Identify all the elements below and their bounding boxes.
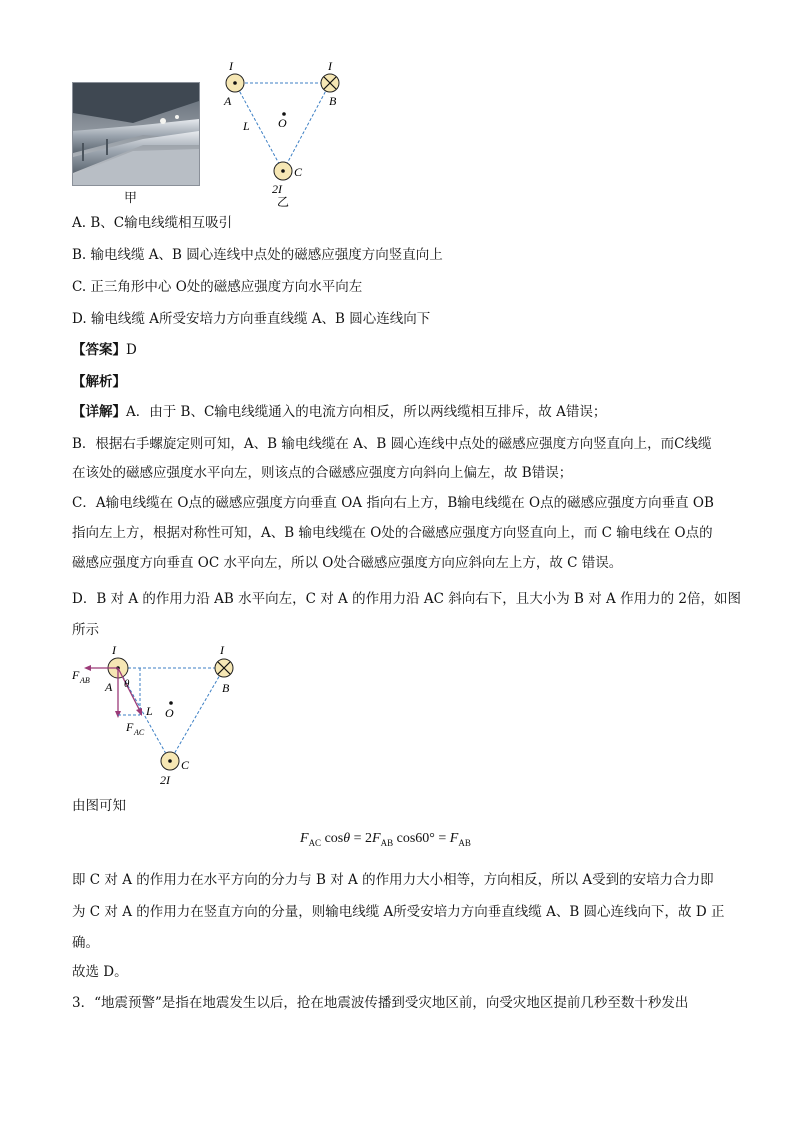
force-figure bbox=[70, 643, 250, 791]
label-o: O bbox=[165, 706, 174, 720]
label-i-b: I bbox=[328, 59, 332, 73]
detail-d-line-1: D．B 对 A 的作用力沿 AB 水平向左，C 对 A 的作用力沿 AC 斜向右下，且大小为 B 对 A 作用力的 2倍，如图 bbox=[72, 591, 741, 607]
option-a: A. B、C输电线缆相互吸引 bbox=[72, 215, 233, 231]
question-3-line: 3．“地震预警”是指在地震发生以后，抢在地震波传播到受灾地区前，向受灾地区提前几秒至数十秒发出 bbox=[72, 995, 689, 1011]
answer-value: D bbox=[126, 342, 137, 358]
choose-line: 故选 D。 bbox=[72, 964, 128, 980]
conclusion-line-2: 为 C 对 A 的作用力在竖直方向的分量，则输电线缆 A所受安培力方向垂直线缆 A、B 圆心连线向下，故 D 正 bbox=[72, 904, 725, 920]
detail-a-text: A．由于 B、C输电线缆通入的电流方向相反，所以两线缆相互排斥，故 A错误； bbox=[126, 404, 607, 420]
detail-c-line-3: 磁感应强度方向垂直 OC 水平向左，所以 O处合磁感应强度方向应斜向左上方，故 C 错误。 bbox=[72, 555, 623, 571]
label-theta: θ bbox=[124, 678, 130, 690]
detail-label: 【详解】 bbox=[72, 404, 126, 420]
caption-yi: 乙 bbox=[277, 195, 290, 208]
label-l: L bbox=[146, 704, 153, 718]
dashed-bc bbox=[283, 83, 330, 171]
dashed-bc bbox=[170, 668, 224, 761]
equation: $F_{AC}$ $\cos\theta = 2F_{AB}$ $\cos 60^\circ = F_{AB}$ bbox=[300, 831, 471, 848]
label-l: L bbox=[243, 119, 250, 133]
label-i-a: I bbox=[112, 643, 116, 657]
figure-note: 由图可知 bbox=[72, 798, 126, 814]
label-f-ac-sub: AC bbox=[134, 728, 145, 737]
option-c: C. 正三角形中心 O处的磁感应强度方向水平向左 bbox=[72, 279, 363, 295]
label-2i: 2I bbox=[160, 773, 170, 787]
caption-jia: 甲 bbox=[124, 191, 138, 206]
label-f-ac: F bbox=[126, 720, 134, 734]
detail-c-line-2: 指向左上方，根据对称性可知，A、B 输电线缆在 O处的合磁感应强度方向竖直向上，而 C 输电线在 O点的 bbox=[72, 525, 713, 541]
label-2i: 2I bbox=[272, 182, 282, 196]
conclusion-line-1: 即 C 对 A 的作用力在水平方向的分力与 B 对 A 的作用力大小相等，方向相反，所以 A受到的安培力合力即 bbox=[72, 872, 714, 888]
label-b: B bbox=[222, 681, 230, 695]
label-b: B bbox=[329, 94, 337, 108]
label-i-a: I bbox=[229, 59, 233, 73]
label-a: A bbox=[224, 94, 232, 108]
label-i-b: I bbox=[220, 643, 224, 657]
label-a: A bbox=[105, 680, 113, 694]
option-b: B. 输电线缆 A、B 圆心连线中点处的磁感应强度方向竖直向上 bbox=[72, 247, 443, 263]
label-c: C bbox=[181, 758, 190, 772]
label-c: C bbox=[294, 165, 303, 179]
conclusion-line-3: 确。 bbox=[72, 935, 99, 951]
label-f-ab: F bbox=[72, 668, 80, 682]
label-o: O bbox=[278, 116, 287, 130]
detail-a-line bbox=[72, 402, 606, 422]
answer-line bbox=[72, 340, 137, 360]
answer-label: 【答案】 bbox=[72, 342, 126, 358]
detail-b-line-2: 在该处的磁感应强度水平向左，则该点的合磁感应强度方向斜向上偏左，故 B错误； bbox=[72, 465, 573, 481]
detail-c-line-1: C．A输电线缆在 O点的磁感应强度方向垂直 OA 指向右上方，B输电线缆在 O点的磁感应强度方向垂直 OB bbox=[72, 495, 714, 511]
center-o-dot bbox=[169, 701, 173, 705]
option-d: D. 输电线缆 A所受安培力方向垂直线缆 A、B 圆心连线向下 bbox=[72, 311, 431, 327]
detail-d-line-2: 所示 bbox=[72, 622, 99, 638]
tunnel-photo bbox=[72, 82, 200, 186]
label-f-ab-sub: AB bbox=[80, 676, 90, 685]
detail-b-line-1: B．根据右手螺旋定则可知，A、B 输电线缆在 A、B 圆心连线中点处的磁感应强度方向竖直向上，而C线缆 bbox=[72, 436, 712, 452]
analysis-label: 【解析】 bbox=[72, 374, 126, 390]
triangle-figure bbox=[210, 58, 350, 208]
